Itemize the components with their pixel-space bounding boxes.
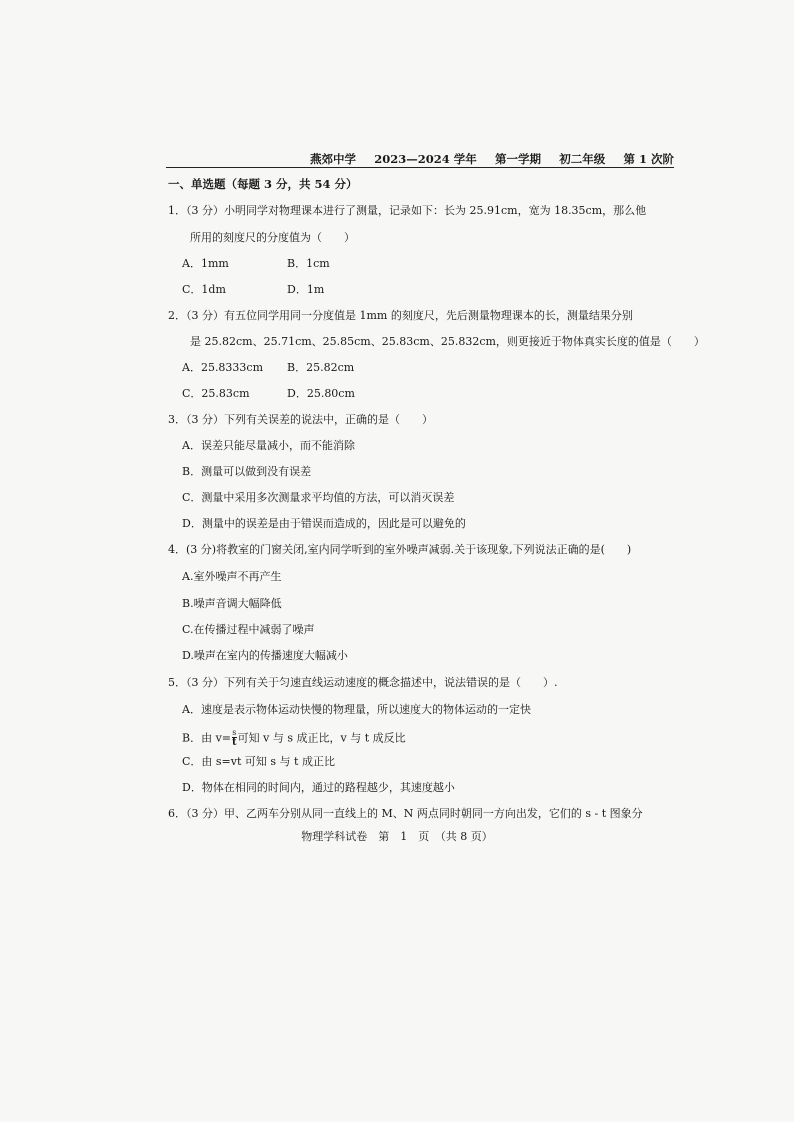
header-year: 2023—2024 学年: [374, 152, 477, 166]
question-1-option-d: D．1m: [287, 283, 325, 296]
fraction-numerator: s: [232, 728, 237, 737]
option-b-suffix: 可知 v 与 s 成正比，v 与 t 成反比: [237, 731, 406, 745]
question-5-option-c: C．由 s=vt 可知 s 与 t 成正比: [182, 755, 335, 768]
question-6-text: 6．（3 分）甲、乙两车分别从同一直线上的 M、N 两点同时朝同一方向出发，它们的 s - t 图象分: [168, 807, 643, 820]
header-school: 燕郊中学: [310, 152, 356, 166]
question-3-option-c: C．测量中采用多次测量求平均值的方法，可以消灭误差: [182, 491, 455, 504]
question-3-option-b: B．测量可以做到没有误差: [182, 465, 312, 478]
header-grade: 初二年级: [559, 152, 606, 166]
option-b-prefix: B．由 v=: [182, 731, 232, 745]
question-4-option-b: B.噪声音调大幅降低: [182, 597, 282, 610]
fraction-denominator: t: [232, 737, 237, 748]
question-1-text-cont: 所用的刻度尺的分度值为（ ）: [190, 231, 355, 244]
question-4-option-a: A.室外噪声不再产生: [182, 570, 282, 583]
question-2-option-d: D．25.80cm: [287, 387, 355, 400]
question-1-option-b: B．1cm: [287, 257, 330, 270]
question-5-option-a: A．速度是表示物体运动快慢的物理量，所以速度大的物体运动的一定快: [182, 703, 531, 716]
question-2-option-a: A．25.8333cm: [182, 361, 264, 374]
question-5-option-b: [182, 729, 406, 748]
question-1-option-c: C．1dm: [182, 283, 226, 296]
question-3-text: 3．（3 分）下列有关误差的说法中，正确的是（ ）: [168, 413, 433, 426]
question-5-option-d: D．物体在相同的时间内，通过的路程越少，其速度越小: [182, 781, 455, 794]
question-4-option-c: C.在传播过程中减弱了噪声: [182, 623, 315, 636]
question-2-option-b: B．25.82cm: [287, 361, 355, 374]
question-3-option-d: D．测量中的误差是由于错误而造成的，因此是可以避免的: [182, 517, 466, 530]
question-1-text: 1．（3 分）小明同学对物理课本进行了测量，记录如下：长为 25.91cm，宽为 18.35cm，那么他: [168, 204, 647, 217]
question-4-text: 4．(3 分)将教室的门窗关闭,室内同学听到的室外噪声减弱.关于该现象,下列说法正确的是( ): [168, 543, 632, 556]
question-5-text: 5．（3 分）下列有关于匀速直线运动速度的概念描述中，说法错误的是（ ）.: [168, 676, 558, 689]
question-2-text-cont: 是 25.82cm、25.71cm、25.85cm、25.83cm、25.832cm，则更接近于物体真实长度的值是（ ）: [190, 335, 705, 348]
question-1-option-a: A．1mm: [182, 257, 229, 270]
section-title: 一、单选题（每题 3 分，共 54 分）: [168, 177, 358, 191]
question-2-text: 2．（3 分）有五位同学用同一分度值是 1mm 的刻度尺，先后测量物理课本的长，测量结果分别: [168, 309, 633, 322]
page-footer: 物理学科试卷 第 1 页 （共 8 页）: [301, 830, 493, 843]
question-4-option-d: D.噪声在室内的传播速度大幅减小: [182, 649, 348, 662]
exam-header: [310, 151, 674, 167]
header-stage: 第 1 次阶: [623, 152, 674, 166]
question-3-option-a: A．误差只能尽量减小，而不能消除: [182, 439, 355, 452]
header-divider: [166, 167, 674, 168]
header-term: 第一学期: [495, 152, 541, 166]
fraction-s-over-t: [232, 729, 237, 748]
question-2-option-c: C．25.83cm: [182, 387, 250, 400]
